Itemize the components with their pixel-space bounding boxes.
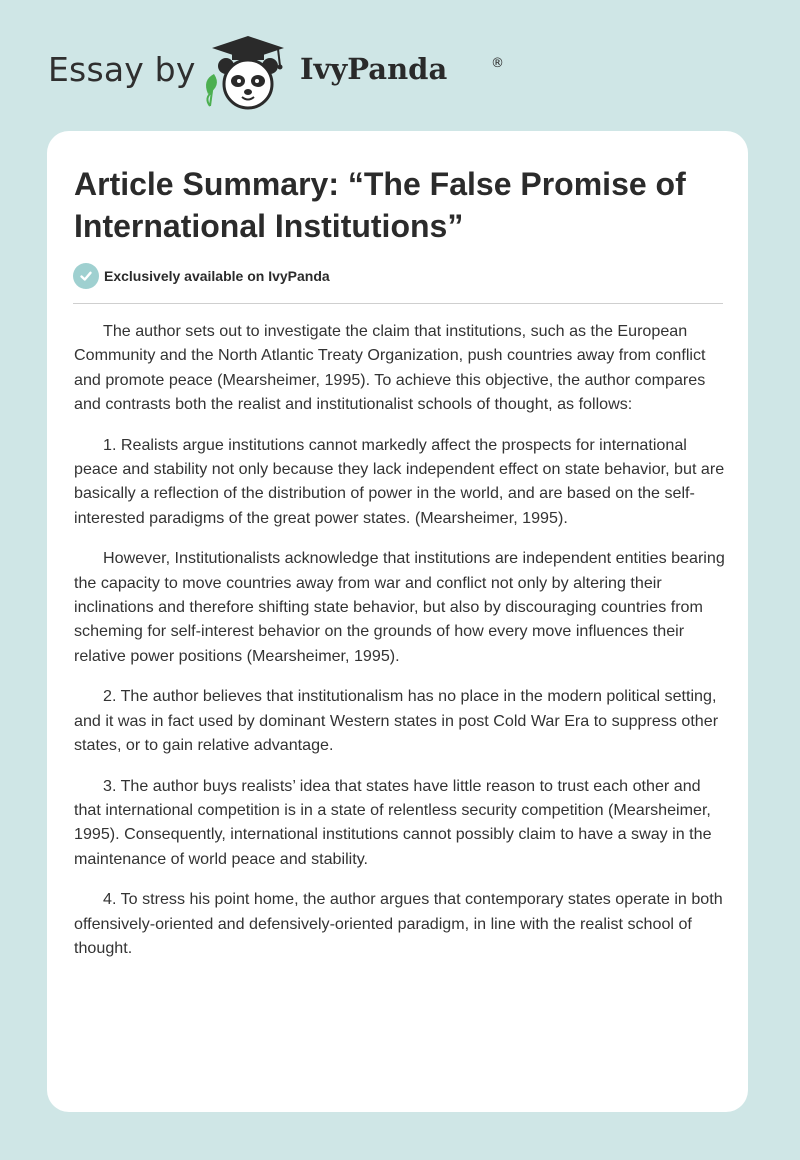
registered-mark: ® — [491, 56, 504, 71]
checkmark-icon — [73, 263, 99, 289]
brand-essay-by: Essay by — [48, 50, 196, 89]
exclusive-badge — [73, 263, 330, 289]
article-title: Article Summary: “The False Promise of International Institutions” — [74, 166, 686, 244]
article-card — [47, 131, 748, 1112]
paragraph: 2. The author believes that institutionalism has no place in the modern political setting, and it was in fact used by dominant Western states in post Cold War Era to suppress other states, or to gain relative advantage. — [74, 687, 719, 755]
brand-header[interactable] — [48, 36, 504, 110]
paragraph: The author sets out to investigate the claim that institutions, such as the European Community and the North Atlantic Treaty Organization, push countries away from conflict and promote peace (Mearsheimer, 1995). To achieve this objective, the author compares and contrasts both the realist and institutionalist schools of thought, as follows: — [74, 322, 706, 414]
paragraph: 1. Realists argue institutions cannot markedly affect the prospects for international peace and stability not only because they lack independent effect on state behavior, but are basically a reflection of the distribution of power in the world, and are based on the self-interested paradigms of the great power states. (Mearsheimer, 1995). — [74, 435, 725, 527]
paragraph: 3. The author buys realists’ idea that states have little reason to trust each other and that international competition is in a state of relentless security competition (Mearsheimer, 1995). Consequently, international institutions cannot possibly claim to have a sway in the maintenance of world peace and stability. — [74, 776, 712, 868]
badge-text: Exclusively available on IvyPanda — [104, 268, 330, 284]
panda-logo-icon — [198, 36, 294, 110]
divider — [73, 303, 723, 304]
brand-name: IvyPanda — [300, 52, 448, 86]
article-body — [74, 319, 726, 976]
paragraph: However, Institutionalists acknowledge that institutions are independent entities bearing the capacity to move countries away from war and conflict not only by altering their inclinations and therefore shifting state behavior, but also by discouraging countries from scheming for self-interest behavior on the grounds of how every move influences their relative power positions (Mearsheimer, 1995). — [74, 549, 725, 665]
paragraph: 4. To stress his point home, the author argues that contemporary states operate in both offensively-oriented and defensively-oriented paradigm, in line with the realist school of thought. — [74, 890, 723, 957]
